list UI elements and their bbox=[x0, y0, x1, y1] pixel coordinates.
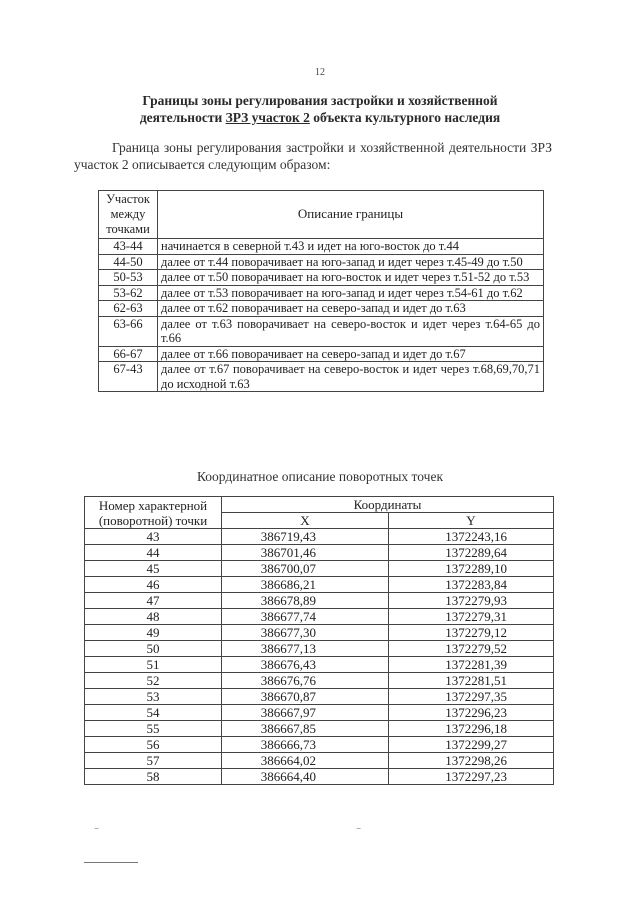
description-cell: далее от т.67 поворачивает на северо-восток и идет через т.68,69,70,71 до исходной т.63 bbox=[158, 362, 544, 392]
document-title bbox=[80, 92, 560, 126]
description-cell: далее от т.44 поворачивает на юго-запад и идет через т.45-49 до т.50 bbox=[158, 254, 544, 270]
point-number-cell: 44 bbox=[85, 545, 222, 561]
point-number-cell: 49 bbox=[85, 625, 222, 641]
x-coordinate-cell: 386667,97 bbox=[222, 705, 389, 721]
segment-cell: 66-67 bbox=[99, 346, 158, 362]
table-header-row bbox=[99, 191, 544, 239]
y-coordinate-cell: 1372279,52 bbox=[389, 641, 554, 657]
coordinates-heading: Координатное описание поворотных точек bbox=[196, 469, 444, 484]
x-coordinate-cell: 386701,46 bbox=[222, 545, 389, 561]
table-header-row bbox=[85, 497, 554, 513]
coordinates-table-body bbox=[85, 529, 554, 785]
table-row bbox=[85, 689, 554, 705]
boundary-description-table bbox=[98, 190, 544, 392]
boundary-table-body bbox=[99, 239, 544, 392]
table-row bbox=[99, 254, 544, 270]
x-coordinate-cell: 386667,85 bbox=[222, 721, 389, 737]
y-coordinate-cell: 1372243,16 bbox=[389, 529, 554, 545]
description-cell: далее от т.62 поворачивает на северо-запад и идет до т.63 bbox=[158, 301, 544, 317]
y-coordinate-cell: 1372279,93 bbox=[389, 593, 554, 609]
header-point-number: Номер характерной (поворотной) точки bbox=[85, 497, 222, 529]
point-number-cell: 46 bbox=[85, 577, 222, 593]
x-coordinate-cell: 386700,07 bbox=[222, 561, 389, 577]
title-line-2-suffix: объекта культурного наследия bbox=[309, 110, 501, 125]
y-coordinate-cell: 1372296,18 bbox=[389, 721, 554, 737]
table-row bbox=[85, 753, 554, 769]
y-coordinate-cell: 1372289,10 bbox=[389, 561, 554, 577]
x-coordinate-cell: 386719,43 bbox=[222, 529, 389, 545]
segment-cell: 67-43 bbox=[99, 362, 158, 392]
y-coordinate-cell: 1372281,51 bbox=[389, 673, 554, 689]
table-row bbox=[85, 529, 554, 545]
x-coordinate-cell: 386686,21 bbox=[222, 577, 389, 593]
table-row bbox=[85, 705, 554, 721]
table-row bbox=[85, 673, 554, 689]
x-coordinate-cell: 386677,74 bbox=[222, 609, 389, 625]
table-row bbox=[85, 721, 554, 737]
header-segment: Участок между точками bbox=[99, 191, 158, 239]
table-row bbox=[85, 769, 554, 785]
table-row bbox=[85, 593, 554, 609]
point-number-cell: 45 bbox=[85, 561, 222, 577]
point-number-cell: 56 bbox=[85, 737, 222, 753]
table-row bbox=[85, 545, 554, 561]
point-number-cell: 43 bbox=[85, 529, 222, 545]
segment-cell: 62-63 bbox=[99, 301, 158, 317]
point-number-cell: 52 bbox=[85, 673, 222, 689]
description-cell: далее от т.50 поворачивает на юго-восток и идет через т.51-52 до т.53 bbox=[158, 270, 544, 286]
title-line-2 bbox=[80, 109, 560, 126]
table-row bbox=[85, 625, 554, 641]
table-row bbox=[85, 609, 554, 625]
table-row bbox=[85, 641, 554, 657]
table-row bbox=[99, 239, 544, 255]
description-cell: далее от т.53 поворачивает на юго-запад и идет через т.54-61 до т.62 bbox=[158, 285, 544, 301]
point-number-cell: 54 bbox=[85, 705, 222, 721]
table-row bbox=[99, 346, 544, 362]
segment-cell: 43-44 bbox=[99, 239, 158, 255]
x-coordinate-cell: 386677,13 bbox=[222, 641, 389, 657]
scan-mark: ⁻ bbox=[94, 826, 100, 837]
y-coordinate-cell: 1372289,64 bbox=[389, 545, 554, 561]
y-coordinate-cell: 1372298,26 bbox=[389, 753, 554, 769]
scan-mark: ⁻ bbox=[356, 826, 362, 837]
page-number: 12 bbox=[315, 67, 325, 78]
point-number-cell: 57 bbox=[85, 753, 222, 769]
header-description: Описание границы bbox=[158, 191, 544, 239]
y-coordinate-cell: 1372279,12 bbox=[389, 625, 554, 641]
header-y: Y bbox=[389, 513, 554, 529]
description-cell: далее от т.66 поворачивает на северо-запад и идет до т.67 bbox=[158, 346, 544, 362]
title-zone-name: ЗРЗ участок 2 bbox=[225, 110, 310, 125]
y-coordinate-cell: 1372279,31 bbox=[389, 609, 554, 625]
table-row bbox=[99, 362, 544, 392]
table-row bbox=[85, 577, 554, 593]
x-coordinate-cell: 386676,76 bbox=[222, 673, 389, 689]
x-coordinate-cell: 386670,87 bbox=[222, 689, 389, 705]
description-cell: далее от т.63 поворачивает на северо-восток и идет через т.64-65 до т.66 bbox=[158, 316, 544, 346]
table-row bbox=[99, 301, 544, 317]
intro-paragraph bbox=[74, 139, 552, 173]
segment-cell: 50-53 bbox=[99, 270, 158, 286]
title-line-2-prefix: деятельности bbox=[139, 110, 226, 125]
title-line-1: Границы зоны регулирования застройки и хозяйственной bbox=[142, 93, 498, 108]
table-row bbox=[99, 285, 544, 301]
coordinates-table bbox=[84, 496, 554, 785]
y-coordinate-cell: 1372281,39 bbox=[389, 657, 554, 673]
y-coordinate-cell: 1372283,84 bbox=[389, 577, 554, 593]
y-coordinate-cell: 1372299,27 bbox=[389, 737, 554, 753]
point-number-cell: 53 bbox=[85, 689, 222, 705]
point-number-cell: 50 bbox=[85, 641, 222, 657]
header-coordinates: Координаты bbox=[222, 497, 554, 513]
x-coordinate-cell: 386676,43 bbox=[222, 657, 389, 673]
table-row bbox=[85, 737, 554, 753]
segment-cell: 63-66 bbox=[99, 316, 158, 346]
table-row bbox=[99, 316, 544, 346]
x-coordinate-cell: 386664,40 bbox=[222, 769, 389, 785]
segment-cell: 44-50 bbox=[99, 254, 158, 270]
table-row bbox=[85, 561, 554, 577]
table-row bbox=[85, 657, 554, 673]
point-number-cell: 58 bbox=[85, 769, 222, 785]
point-number-cell: 51 bbox=[85, 657, 222, 673]
footnote-divider bbox=[84, 862, 138, 863]
y-coordinate-cell: 1372297,35 bbox=[389, 689, 554, 705]
segment-cell: 53-62 bbox=[99, 285, 158, 301]
x-coordinate-cell: 386678,89 bbox=[222, 593, 389, 609]
x-coordinate-cell: 386677,30 bbox=[222, 625, 389, 641]
intro-text: Граница зоны регулирования застройки и хозяйственной деятельности ЗРЗ участок 2 описывается следующим образом: bbox=[74, 140, 552, 172]
header-x: X bbox=[222, 513, 389, 529]
point-number-cell: 48 bbox=[85, 609, 222, 625]
table-row bbox=[99, 270, 544, 286]
x-coordinate-cell: 386666,73 bbox=[222, 737, 389, 753]
y-coordinate-cell: 1372296,23 bbox=[389, 705, 554, 721]
description-cell: начинается в северной т.43 и идет на юго-восток до т.44 bbox=[158, 239, 544, 255]
y-coordinate-cell: 1372297,23 bbox=[389, 769, 554, 785]
point-number-cell: 55 bbox=[85, 721, 222, 737]
x-coordinate-cell: 386664,02 bbox=[222, 753, 389, 769]
point-number-cell: 47 bbox=[85, 593, 222, 609]
